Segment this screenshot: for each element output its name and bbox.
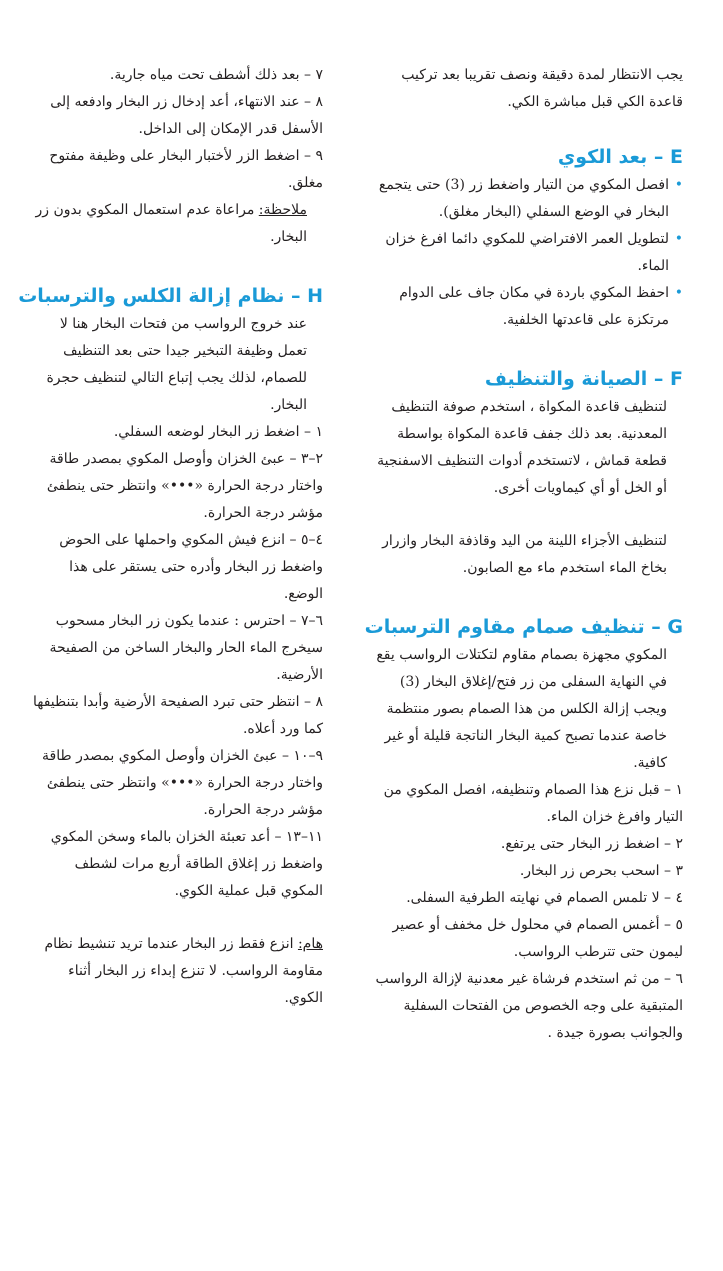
section-h-steps	[30, 419, 323, 905]
step-item: ٨ – انتظر حتى تبرد الصفيحة الأرضية وأبدا بتنظيفها كما ورد أعلاه.	[32, 694, 323, 737]
section-f-paragraph-1: لتنظيف قاعدة المكواة ، استخدم صوفة التنظيف المعدنية. بعد ذلك جفف قاعدة المكواة بواسطة قطعة قماش ، لاتستخدم أدوات التنظيف الاسفنجية أو الخل أو أي كيماويات أخرى.	[377, 399, 667, 496]
note	[30, 197, 323, 251]
right-column	[364, 62, 683, 1047]
section-e-bullets	[375, 172, 683, 334]
section-g-intro: المكوي مجهزة بصمام مقاوم لتكتلات الرواسب يقع في النهاية السفلى من زر فتح/إغلاق البخار (3) ويجب إزالة الكلس من هذا الصمام بصور منتظمة خاصة عندما تصبح كمية البخار الناتجة قليلة أو غير كافية.	[376, 647, 667, 771]
step-item: ٤ – لا تلمس الصمام في نهايته الطرفية السفلى.	[406, 890, 683, 906]
step-item: ٤–٥ – انزع فيش المكوي واحملها على الحوض واضغط زر البخار وأدره حتى يستقر على هذا الوضع.	[59, 532, 323, 602]
step-item: ٦–٧ – احترس : عندما يكون زر البخار مسحوب سيخرج الماء الحار والبخار الساخن من الصفيحة الأرضية.	[49, 613, 323, 683]
note-text: مراعاة عدم استعمال المكوي بدون زر البخار.	[35, 202, 307, 245]
step-item: ٢–٣ – عبئ الخزان وأوصل المكوي بمصدر طاقة واختار درجة الحرارة «•••» وانتظر حتى ينطفئ مؤشر درجة الحرارة.	[46, 451, 323, 521]
step-item: ٢ – اضغط زر البخار حتى يرتفع.	[500, 836, 683, 852]
step-item: ٣ – اسحب بحرص زر البخار.	[519, 863, 683, 879]
step-item: ١ – اضغط زر البخار لوضعه السفلي.	[113, 424, 323, 440]
step-item: ٧ – بعد ذلك أشطف تحت مياه جارية.	[109, 67, 323, 83]
left-column	[18, 62, 323, 1012]
ironing-wait-intro: يجب الانتظار لمدة دقيقة ونصف تقريبا بعد تركيب قاعدة الكي قبل مباشرة الكي.	[401, 67, 683, 110]
step-item: ٨ – عند الانتهاء، أعد إدخال زر البخار وادفعه إلى الأسفل قدر الإمكان إلى الداخل.	[50, 94, 323, 137]
section-h-heading: H – نظام إزالة الكلس والترسبات	[18, 285, 323, 307]
section-g-heading: G – تنظيف صمام مقاوم الترسبات	[364, 616, 683, 638]
step-item: ١ – قبل نزع هذا الصمام وتنظيفه، افصل المكوي من التيار وافرغ خزان الماء.	[383, 782, 683, 825]
section-f-paragraph-2: لتنظيف الأجزاء اللينة من اليد وقاذفة البخار وازرار بخاخ الماء استخدم ماء مع الصابون.	[382, 533, 667, 576]
step-item: ١١–١٣ – أعد تعبئة الخزان بالماء وسخن المكوي واضغط زر إغلاق الطاقة أربع مرات لشطف المكوي قبل عملية الكوي.	[50, 829, 323, 899]
section-h-intro: عند خروج الرواسب من فتحات البخار هنا لا تعمل وظيفة التبخير جيدا حتى بعد التنظيف للصمام، لذلك يجب إتباع التالي لتنظيف حجرة البخار.	[46, 316, 307, 413]
section-g-steps-continued	[30, 62, 323, 197]
important-text: انزع فقط زر البخار عندما تريد تنشيط نظام مقاومة الرواسب. لا تنزع إبداء زر البخار أثناء الكوي.	[44, 936, 323, 1006]
step-item: ٦ – من ثم استخدم فرشاة غير معدنية لإزالة الرواسب المتبقية على وجه الخصوص من الفتحات السفلية والجوانب بصورة جيدة .	[375, 971, 683, 1041]
bullet-item: • لتطويل العمر الافتراضي للمكوي دائما افرغ خزان الماء.	[375, 226, 669, 280]
bullet-item: • افصل المكوي من التيار واضغط زر (3) حتى يتجمع البخار في الوضع السفلي (البخار مغلق).	[375, 172, 669, 226]
section-e-heading: E – بعد الكوي	[557, 146, 683, 168]
important-note	[30, 931, 323, 1012]
bullet-item: • احفظ المكوي باردة في مكان جاف على الدوام مرتكزة على قاعدتها الخلفية.	[375, 280, 669, 334]
step-item: ٥ – أغمس الصمام في محلول خل مخفف أو عصير ليمون حتى تترطب الرواسب.	[392, 917, 683, 960]
section-f-heading: F – الصيانة والتنظيف	[484, 368, 683, 390]
important-label: هام:	[297, 936, 323, 952]
section-g-steps	[375, 777, 683, 1047]
step-item: ٩–١٠ – عبئ الخزان وأوصل المكوي بمصدر طاقة واختار درجة الحرارة «•••» وانتظر حتى ينطفئ مؤشر درجة الحرارة.	[42, 748, 323, 818]
note-label: ملاحظة:	[258, 202, 307, 218]
step-item: ٩ – اضغط الزر لأختبار البخار على وظيفة مفتوح مغلق.	[49, 148, 323, 191]
